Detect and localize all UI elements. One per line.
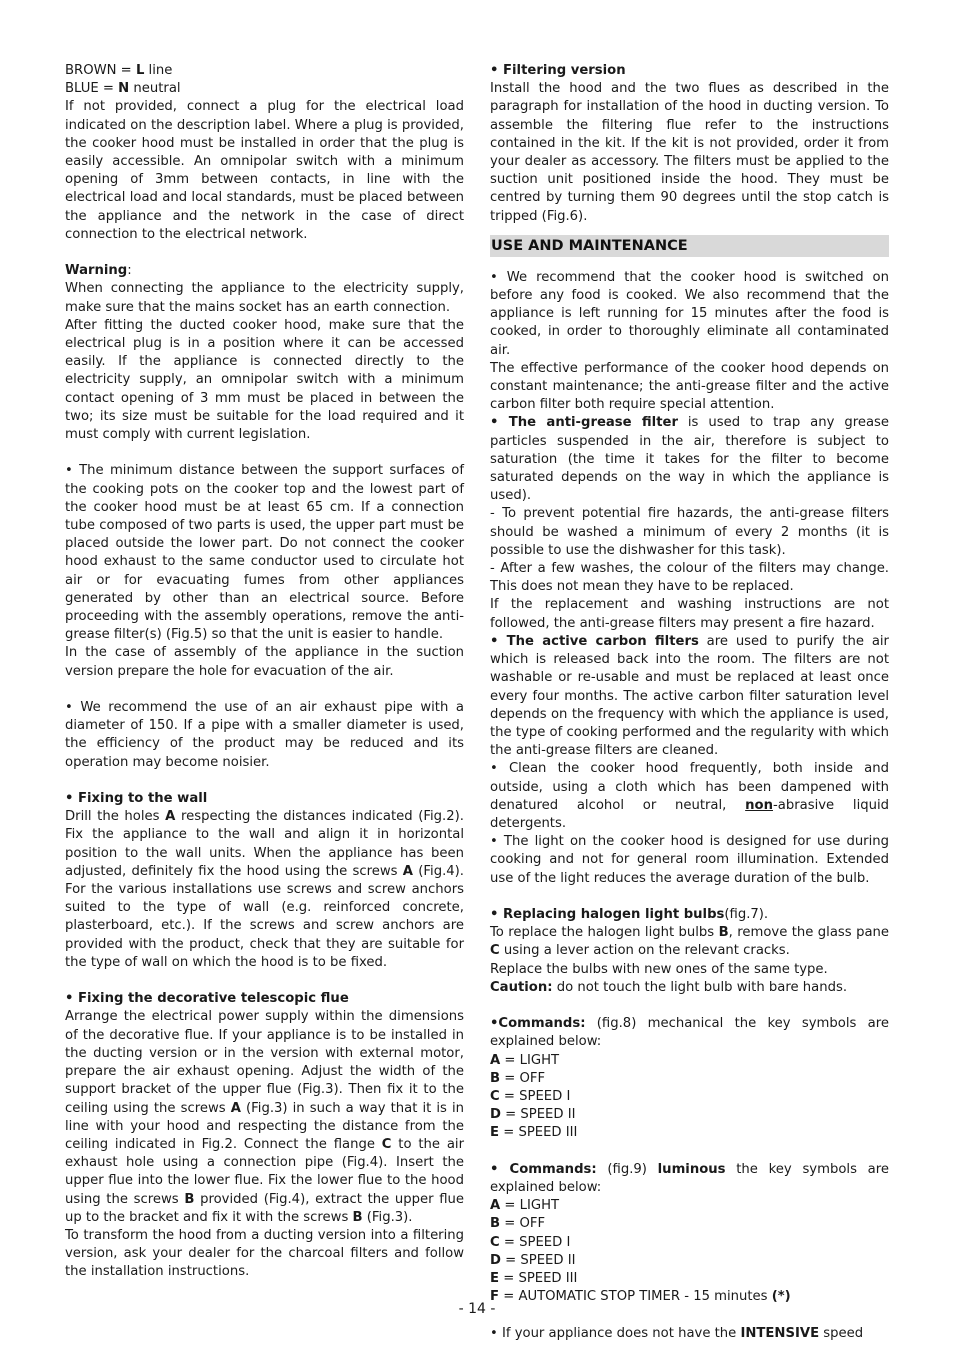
commands-fig9-heading: • Commands: (fig.9) luminous the key symbols are explained below: (490, 1161, 889, 1195)
commands-fig9-item: C = SPEED I (490, 1234, 571, 1250)
transform-paragraph: To transform the hood from a ducting version into a filtering version, ask your dealer for the charcoal filters and follow the installation instructions. (65, 1227, 464, 1280)
fixing-wall-paragraph: Drill the holes A respecting the distances indicated (Fig.2). Fix the appliance to the wall and align it in horizontal position to the wall units. When the appliance has been adjusted, definitely fix the hood using the screws A (Fig.4). For the various installations use screws and screw anchors suited to the type of wall (e.g. reinforced concrete, plasterboard, etc.). If the screws and screw anchors are provided with the product, check that they are suitable for the type of wall on which the hood is to be fixed. (65, 809, 464, 970)
fixing-wall-heading: • Fixing to the wall (65, 791, 208, 807)
halogen-replace-paragraph: Replace the bulbs with new ones of the same type. (490, 961, 828, 977)
wiring-brown: BROWN = L line (65, 63, 173, 78)
warning-paragraph-1: When connecting the appliance to the electricity supply, make sure that the mains socket has an earth connection. (65, 281, 464, 315)
flue-paragraph: Arrange the electrical power supply within the dimensions of the decorative flue. If your appliance is to be installed in the ducting version or in the version with external motor, prepare the air exhaust opening. Adjust the width of the support bracket of the upper flue (Fig.3). Then fix it to the ceiling using the screws A (Fig.3) in such a way that it is in line with your hood and respecting the distance from the ceiling indicated in Fig.2. Connect the flange C to the air exhaust hole using a connection pipe (Fig.4). Insert the upper flue into the lower flue. Fix the lower flue to the hood using the screws B provided (Fig.4), extract the upper flue up to the bracket and fix it with the screws B (Fig.3). (65, 1009, 465, 1225)
wiring-paragraph: If not provided, connect a plug for the electrical load indicated on the description label. Where a plug is provided, the cooker hood must be installed in order that the plug is easily accessible. An omnipolar switch with a minimum opening of 3mm between contacts, in line with the electrical load and local standards, must be placed between the appliance and the network in the case of direct connection to the electrical network. (65, 99, 464, 242)
commands-fig9-item: F = AUTOMATIC STOP TIMER - 15 minutes (*) (490, 1289, 791, 1305)
colour-paragraph: - After a few washes, the colour of the filters may change. This does not mean they have to be replaced. (490, 561, 889, 595)
suction-paragraph: In the case of assembly of the appliance in the suction version prepare the hole for evacuation of the air. (65, 645, 464, 679)
left-column (65, 62, 464, 1282)
commands-fig8-item: C = SPEED I (490, 1088, 571, 1104)
commands-fig8-item: E = SPEED III (490, 1125, 578, 1141)
flue-heading: • Fixing the decorative telescopic flue (65, 991, 349, 1007)
maintenance-paragraph-1: • We recommend that the cooker hood is switched on before any food is cooked. We also recommend that the appliance is left running for 15 minutes after the food is cooked, in order to thoroughly eliminate all contaminated air. (490, 269, 889, 358)
commands-fig8-heading: •Commands: (fig.8) mechanical the key symbols are explained below: (490, 1016, 889, 1050)
commands-fig9-item: A = LIGHT (490, 1198, 560, 1214)
light-paragraph: • The light on the cooker hood is designed for use during cooking and not for general room illumination. Extended use of the light reduces the average duration of the bulb. (490, 834, 889, 886)
commands-fig9-item: E = SPEED III (490, 1270, 578, 1286)
wiring-blue: BLUE = N neutral (65, 81, 181, 97)
replacement-paragraph: If the replacement and washing instructions are not followed, the anti-grease filters may present a fire hazard. (490, 597, 889, 631)
commands-fig8-item: D = SPEED II (490, 1107, 576, 1123)
active-carbon-paragraph: • The active carbon filters are used to purify the air which is released back into the room. The filters are not washable or re-usable and must be replaced at least once every four months. The active carbon filter saturation level depends on the frequency with which the appliance is used, the type of cooking performed and the regularity with which the anti-grease filters are cleaned. (490, 633, 889, 759)
distance-paragraph: • The minimum distance between the support surfaces of the cooking pots on the cooker top and the lowest part of the cooker hood must be at least 65 cm. If a connection tube composed of two parts is used, the upper part must be placed outside the lower part. Do not connect the cooker hood exhaust to the same conductor used to circulate hot air or for evacuating fumes from other appliances generated by other than an electrical source. Before proceeding with the assembly operations, remove the anti-grease filter(s) (Fig.5) so that the unit is easier to handle. (65, 463, 464, 643)
section-heading-use-maintenance: USE AND MAINTENANCE (490, 235, 889, 257)
halogen-paragraph: To replace the halogen light bulbs B, remove the glass pane C using a lever action on the relevant cracks. (490, 925, 889, 959)
commands-fig9-item: D = SPEED II (490, 1252, 576, 1268)
warning-heading: Warning: (65, 263, 132, 279)
halogen-heading: • Replacing halogen light bulbs(fig.7). (490, 906, 769, 922)
anti-grease-paragraph: • The anti-grease filter is used to trap any grease particles suspended in the air, therefore is subject to saturation (the time it takes for the filter to become saturated depends on the way in which the appliance is used). (490, 415, 890, 504)
pipe-paragraph: • We recommend the use of an air exhaust pipe with a diameter of 150. If a pipe with a smaller diameter is used, the efficiency of the product may be reduced and its operation may become noisier. (65, 700, 464, 770)
right-column (490, 62, 889, 1343)
warning-paragraph-2: After fitting the ducted cooker hood, make sure that the electrical plug is in a position where it can be accessed easily. If the appliance is connected directly to the electricity supply, an omnipolar switch with a minimum contact opening of 3 mm must be placed in between the two; its size must be suitable for the load required and it must comply with current legislation. (65, 317, 464, 443)
caution-paragraph: Caution: do not touch the light bulb with bare hands. (490, 979, 848, 995)
page-number: - 14 - (458, 1301, 496, 1317)
cleaning-paragraph: • Clean the cooker hood frequently, both inside and outside, using a cloth which has been dampened with denatured alcohol or neutral, non-abrasive liquid detergents. (490, 761, 890, 831)
intensive-paragraph: • If your appliance does not have the INTENSIVE speed (490, 1325, 864, 1341)
maintenance-paragraph-2: The effective performance of the cooker hood depends on constant maintenance; the anti-grease filter and the active carbon filter both require special attention. (490, 360, 889, 413)
fire-hazard-paragraph: - To prevent potential fire hazards, the anti-grease filters should be washed a minimum of every 2 months (it is possible to use the dishwasher for this task). (490, 506, 889, 558)
commands-fig9-item: B = OFF (490, 1216, 546, 1232)
commands-fig8-item: A = LIGHT (490, 1052, 560, 1068)
filtering-paragraph: Install the hood and the two flues as described in the paragraph for installation of the hood in ducting version. To assemble the filtering flue refer to the instructions contained in the kit. If the kit is not provided, order it from your dealer as accessory. The filters must be applied to the suction unit positioned inside the hood. They must be centred by turning them 90 degrees until the stop catch is tripped (Fig.6). (490, 81, 889, 224)
commands-fig8-item: B = OFF (490, 1070, 546, 1086)
filtering-heading: • Filtering version (490, 63, 626, 78)
